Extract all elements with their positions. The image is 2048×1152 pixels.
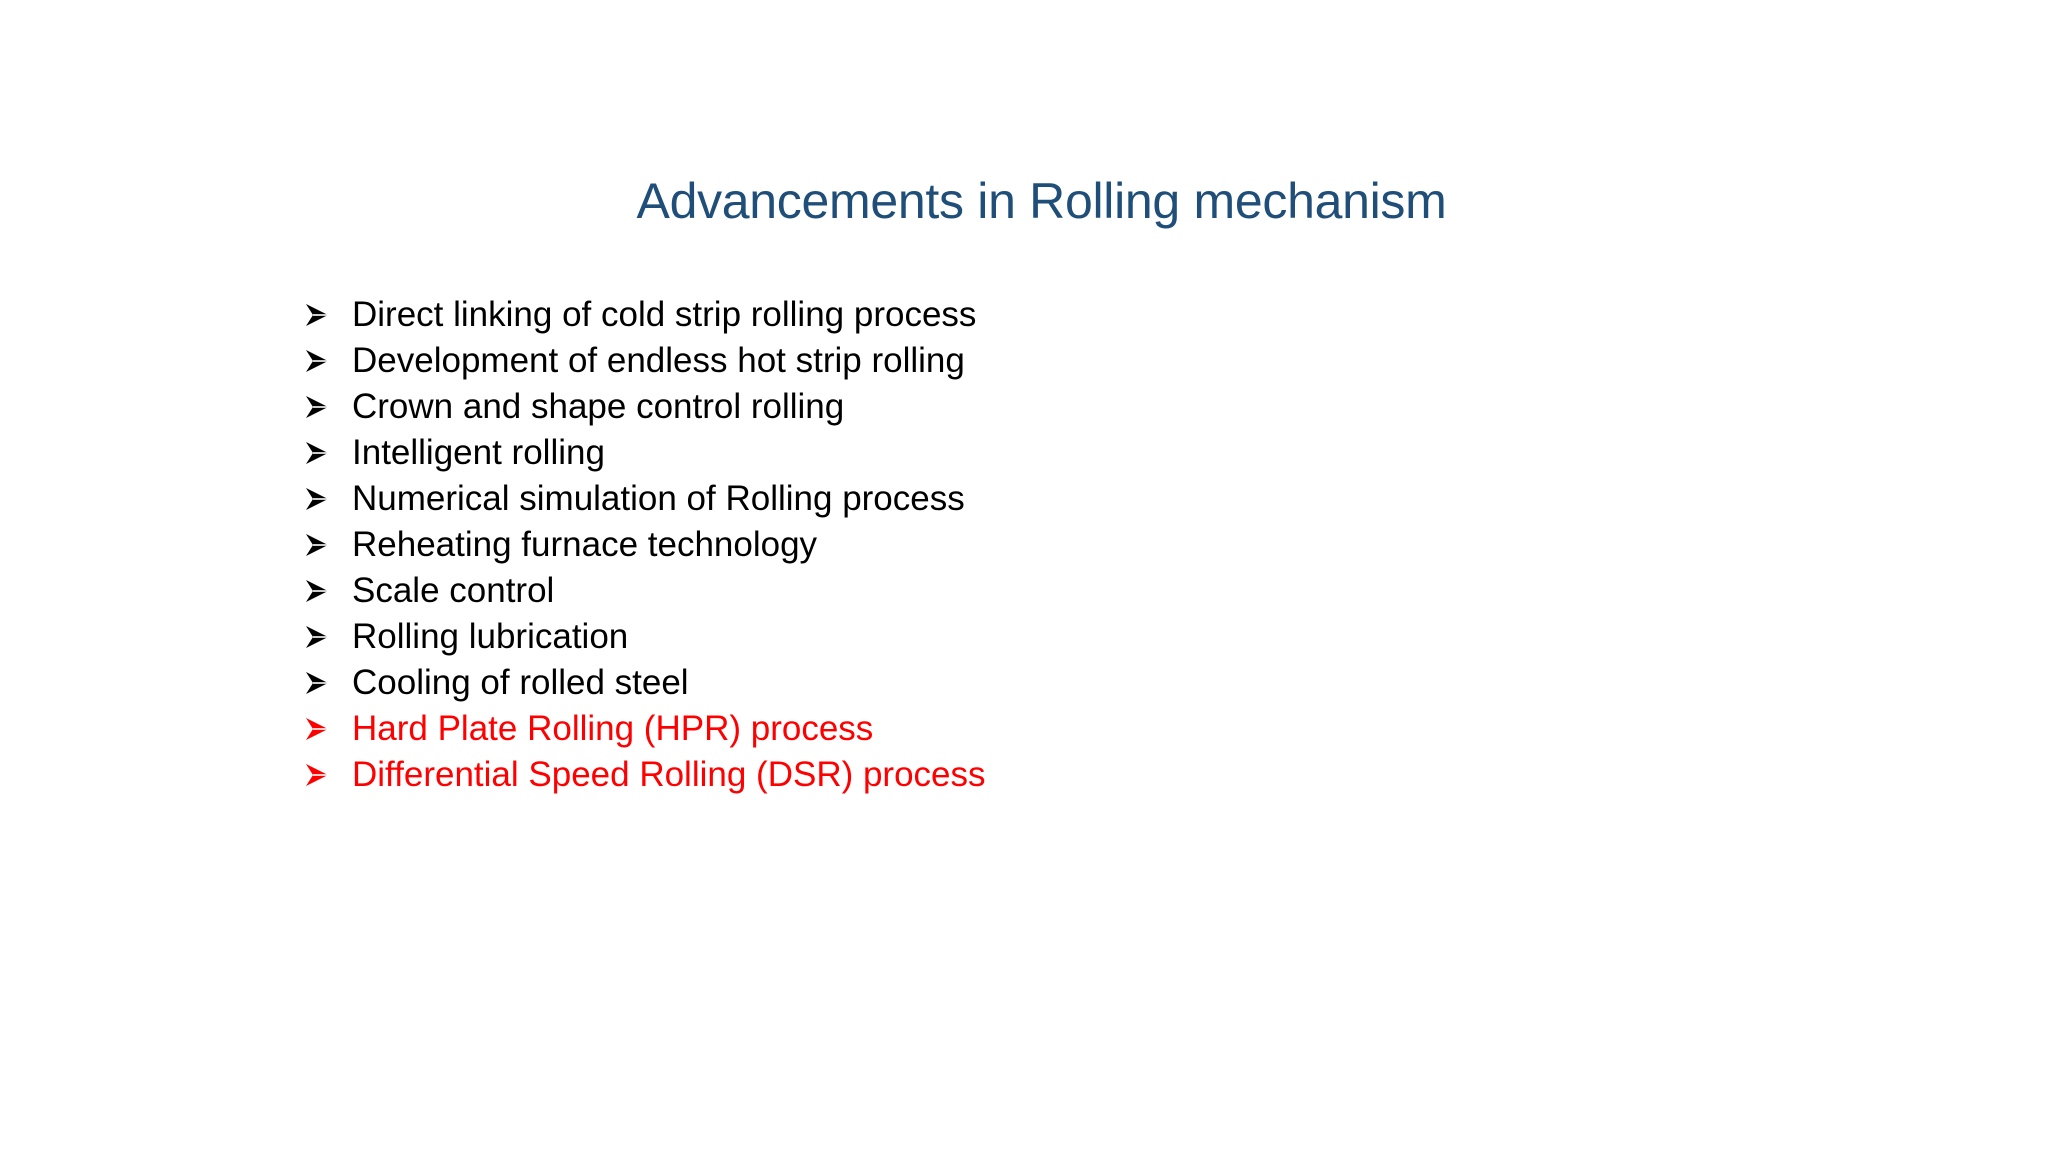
slide-title: Advancements in Rolling mechanism bbox=[636, 173, 1447, 229]
bullet-text: Reheating furnace technology bbox=[352, 525, 818, 564]
arrow-bullet-icon bbox=[304, 394, 330, 420]
arrow-bullet-icon bbox=[304, 762, 330, 788]
arrow-bullet-icon bbox=[304, 486, 330, 512]
bullet-item bbox=[304, 522, 986, 568]
bullet-text: Differential Speed Rolling (DSR) process bbox=[352, 755, 986, 794]
bullet-text: Crown and shape control rolling bbox=[352, 387, 845, 426]
bullet-item bbox=[304, 338, 986, 384]
bullet-item bbox=[304, 384, 986, 430]
bullet-item bbox=[304, 660, 986, 706]
bullet-text: Rolling lubrication bbox=[352, 617, 629, 656]
bullet-item bbox=[304, 706, 986, 752]
bullet-list bbox=[304, 292, 986, 798]
bullet-text: Numerical simulation of Rolling process bbox=[352, 479, 965, 518]
bullet-item bbox=[304, 614, 986, 660]
arrow-bullet-icon bbox=[304, 578, 330, 604]
bullet-item bbox=[304, 752, 986, 798]
arrow-bullet-icon bbox=[304, 624, 330, 650]
bullet-text: Intelligent rolling bbox=[352, 433, 605, 472]
arrow-bullet-icon bbox=[304, 440, 330, 466]
bullet-text: Hard Plate Rolling (HPR) process bbox=[352, 709, 874, 748]
bullet-text: Development of endless hot strip rolling bbox=[352, 341, 965, 380]
bullet-item bbox=[304, 568, 986, 614]
bullet-text: Scale control bbox=[352, 571, 555, 610]
arrow-bullet-icon bbox=[304, 348, 330, 374]
arrow-bullet-icon bbox=[304, 716, 330, 742]
bullet-item bbox=[304, 430, 986, 476]
bullet-text: Direct linking of cold strip rolling process bbox=[352, 295, 977, 334]
bullet-item bbox=[304, 476, 986, 522]
arrow-bullet-icon bbox=[304, 302, 330, 328]
bullet-item bbox=[304, 292, 986, 338]
arrow-bullet-icon bbox=[304, 670, 330, 696]
arrow-bullet-icon bbox=[304, 532, 330, 558]
bullet-text: Cooling of rolled steel bbox=[352, 663, 689, 702]
